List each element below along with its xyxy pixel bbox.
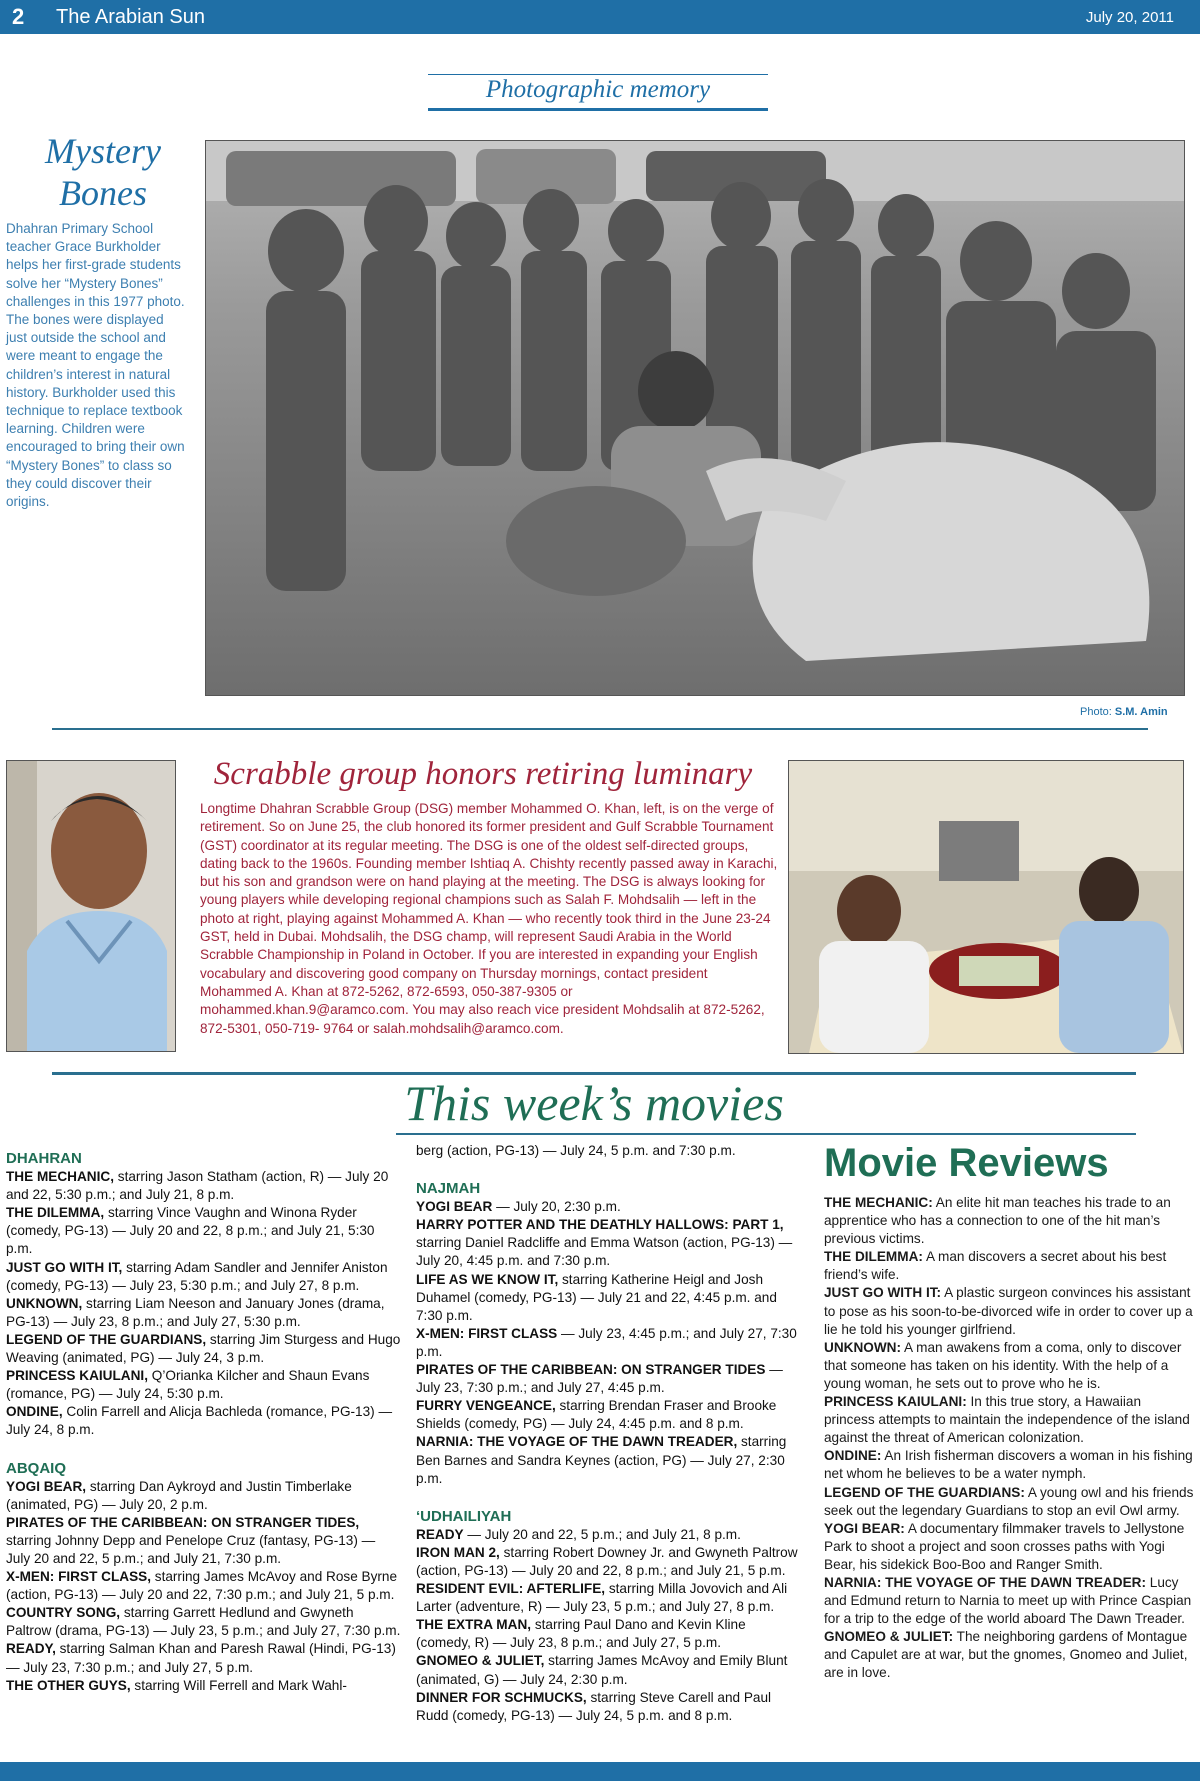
movie-details: starring Vince Vaughn and Winona Ryder (comedy, PG-13) — July 20 and 22, 8 p.m.; and July 21, 5:30 p.m. xyxy=(6,1205,375,1257)
location-heading: ABQAIQ xyxy=(6,1459,66,1477)
mystery-bones-photo xyxy=(205,140,1185,696)
movie-details: starring Will Ferrell and Mark Wahl- xyxy=(130,1677,347,1693)
movie-listing xyxy=(416,1271,804,1325)
movie-details: Q’Orianka Kilcher and Shaun Evans (romance, PG) — July 24, 5:30 p.m. xyxy=(6,1368,370,1402)
review-item xyxy=(824,1628,1194,1682)
mystery-bones-headline xyxy=(8,130,198,214)
movie-listing xyxy=(416,1325,804,1361)
scrabble-body: Longtime Dhahran Scrabble Group (DSG) member Mohammed O. Khan, left, is on the verge of retirement. So on June 25, the club honored its former president and Gulf Scrabble Tournament (GST) coordinator at its regular meeting. The DSG is one of the oldest self-directed groups, dating back to the 1960s. Founding member Ishtiaq A. Chishty recently passed away in Karachi, but his son and grandson were on hand playing at the meeting. The DSG is always looking for young players while developing regional champions such as Salah F. Mohdsalih — left in the photo at right, playing against Mohammed A. Khan — who recently took third in the June 23-24 GST, held in Dubai. Mohdsalih, the DSG champ, will represent Saudi Arabia in the World Scrabble Championship in Poland in October. If you are interested in expanding your English vocabulary and discovering good company on Thursday mornings, contact president Mohammed A. Khan at 872-5262, 872-6593, 050-387-9305 or mohammed.khan.9@aramco.com. You may also reach vice president Mohdsalih at 872-5262, 872-5301, 050-719- 9764 or salah.mohdsalih@aramco.com. xyxy=(200,801,778,1036)
review-item xyxy=(824,1484,1194,1520)
movie-listing xyxy=(6,1403,402,1439)
movie-listing xyxy=(416,1616,804,1652)
movie-title: RESIDENT EVIL: AFTERLIFE, xyxy=(416,1581,606,1597)
mystery-bones-caption: Dhahran Primary School teacher Grace Burkholder helps her first-grade students solve her “Mystery Bones” challenges in this 1977 photo. The bones were displayed just outside the school and were meant to engage the children’s interest in natural history. Burkholder used this technique to replace textbook learning. Children were encouraged to bring their own “Mystery Bones” to class so they could discover their origins. xyxy=(6,221,185,510)
movie-details: starring Katherine Heigl and Josh Duhamel (comedy, PG-13) — July 21 and 22, 4:45 p.m. and 7:30 p.m. xyxy=(416,1271,777,1323)
movie-details: starring Robert Downey Jr. and Gwyneth Paltrow (action, PG-13) — July 20 and 22, 8 p.m.; and July 21, 5 p.m. xyxy=(416,1544,798,1578)
issue-date: July 20, 2011 xyxy=(1085,9,1174,26)
movie-details: — July 23, 4:45 p.m.; and July 27, 7:30 p.m. xyxy=(416,1325,797,1359)
review-item xyxy=(824,1393,1194,1447)
section-rule xyxy=(428,74,768,75)
review-title: GNOMEO & JULIET: xyxy=(824,1629,954,1645)
movie-listing xyxy=(416,1216,804,1270)
movie-title: IRON MAN 2, xyxy=(416,1544,500,1560)
movie-details: Colin Farrell and Alicja Bachleda (romance, PG-13) — July 24, 8 p.m. xyxy=(6,1404,393,1438)
movie-listing xyxy=(416,1361,804,1397)
location-heading: NAJMAH xyxy=(416,1180,481,1198)
movie-listing xyxy=(416,1198,804,1216)
headline-line: Bones xyxy=(59,173,147,213)
movie-listing xyxy=(6,1331,402,1367)
review-title: THE DILEMMA: xyxy=(824,1249,923,1265)
photo-credit-label: Photo: xyxy=(1080,706,1112,718)
photo-credit-name: S.M. Amin xyxy=(1114,706,1168,718)
movie-title: ONDINE, xyxy=(6,1404,63,1420)
headline-line: Mystery xyxy=(45,131,161,171)
review-item xyxy=(824,1520,1194,1574)
movie-listing xyxy=(6,1204,402,1258)
section-rule xyxy=(428,108,768,111)
location-heading: DHAHRAN xyxy=(6,1150,82,1167)
page-header xyxy=(0,0,1200,34)
review-text: An elite hit man teaches his trade to an apprentice who has a connection to one of the hit man’s previous victims. xyxy=(824,1195,1171,1247)
movie-title: THE EXTRA MAN, xyxy=(416,1617,532,1633)
movie-title: DINNER FOR SCHMUCKS, xyxy=(416,1689,587,1705)
movie-details: starring Salman Khan and Paresh Rawal (Hindi, PG-13) — July 23, 7:30 p.m.; and July 27, 5 p.m. xyxy=(6,1641,396,1675)
movie-listing xyxy=(416,1689,804,1725)
movie-details: starring James McAvoy and Emily Blunt (animated, G) — July 24, 2:30 p.m. xyxy=(416,1653,788,1687)
movie-reviews-title: Movie Reviews xyxy=(824,1141,1109,1185)
review-text: A man discovers a secret about his best friend’s wife. xyxy=(824,1249,1167,1283)
movie-details: starring Johnny Depp and Penelope Cruz (fantasy, PG-13) — July 20 and 22, 5 p.m.; and July 21, 7:30 p.m. xyxy=(6,1532,376,1566)
movie-details: — July 20 and 22, 5 p.m.; and July 21, 8 p.m. xyxy=(463,1526,741,1542)
movie-details: starring Dan Aykroyd and Justin Timberlake (animated, PG) — July 20, 2 p.m. xyxy=(6,1478,352,1512)
review-title: ONDINE: xyxy=(824,1448,882,1464)
movie-details: starring Garrett Hedlund and Gwyneth Paltrow (drama, PG-13) — July 23, 5 p.m.; and July 27, 7:30 p.m. xyxy=(6,1605,401,1639)
review-item xyxy=(824,1447,1194,1483)
movie-details: — July 20, 2:30 p.m. xyxy=(492,1199,621,1215)
movie-listing xyxy=(416,1142,804,1160)
review-title: NARNIA: THE VOYAGE OF THE DAWN TREADER: xyxy=(824,1574,1146,1590)
movie-listing xyxy=(6,1478,402,1514)
photo-placeholder xyxy=(7,761,175,1051)
movies-section-title: This week’s movies xyxy=(404,1075,784,1131)
movie-title: COUNTRY SONG, xyxy=(6,1605,121,1621)
movie-title: PIRATES OF THE CARIBBEAN: ON STRANGER TIDES, xyxy=(6,1514,360,1530)
movie-title: NARNIA: THE VOYAGE OF THE DAWN TREADER, xyxy=(416,1434,738,1450)
movie-listing xyxy=(6,1568,402,1604)
movie-title: THE DILEMMA, xyxy=(6,1205,105,1221)
movie-title: HARRY POTTER AND THE DEATHLY HALLOWS: PART 1, xyxy=(416,1217,784,1233)
movies-column-1 xyxy=(6,1146,402,1695)
movie-details: — July 23, 7:30 p.m.; and July 27, 4:45 p.m. xyxy=(416,1362,783,1396)
portrait-photo xyxy=(6,760,176,1052)
review-text: A plastic surgeon convinces his assistant to pose as his soon-to-be-divorced wife in order to cover up a lie he told his younger girlfriend. xyxy=(824,1285,1193,1337)
movie-listing xyxy=(6,1514,402,1568)
movies-column-2 xyxy=(416,1142,804,1725)
publication-name: The Arabian Sun xyxy=(56,6,205,28)
review-item xyxy=(824,1194,1194,1248)
movie-details: starring James McAvoy and Rose Byrne (action, PG-13) — July 20 and 22, 7:30 p.m.; and July 21, 5 p.m. xyxy=(6,1569,398,1603)
movie-details: starring Liam Neeson and January Jones (drama, PG-13) — July 23, 8 p.m.; and July 27, 5:30 p.m. xyxy=(6,1295,385,1329)
movie-title: GNOMEO & JULIET, xyxy=(416,1653,545,1669)
movie-listing xyxy=(6,1168,402,1204)
movie-title: JUST GO WITH IT, xyxy=(6,1259,123,1275)
review-item xyxy=(824,1339,1194,1393)
review-text: A young owl and his friends seek out the legendary Guardians to stop an evil Owl army. xyxy=(824,1484,1194,1518)
review-title: PRINCESS KAIULANI: xyxy=(824,1394,967,1410)
movie-listing xyxy=(416,1652,804,1688)
review-title: YOGI BEAR: xyxy=(824,1520,905,1536)
review-text: A man awakens from a coma, only to discover that someone has taken on his identity. With the help of a young woman, he sets out to prove who he is. xyxy=(824,1339,1182,1391)
section-divider xyxy=(52,728,1148,730)
movie-title: LIFE AS WE KNOW IT, xyxy=(416,1271,559,1287)
review-text: A documentary filmmaker travels to Jellystone Park to shoot a project and soon crosses paths with Yogi Bear, his sidekick Boo-Boo and Ranger Smith. xyxy=(824,1520,1185,1572)
review-title: LEGEND OF THE GUARDIANS: xyxy=(824,1484,1025,1500)
movie-title: LEGEND OF THE GUARDIANS, xyxy=(6,1331,207,1347)
movie-details: starring Steve Carell and Paul Rudd (comedy, PG-13) — July 24, 5 p.m. and 8 p.m. xyxy=(416,1689,772,1723)
review-item xyxy=(824,1248,1194,1284)
movie-title: READY xyxy=(416,1526,464,1542)
review-title: THE MECHANIC: xyxy=(824,1195,933,1210)
movie-listing xyxy=(6,1259,402,1295)
movie-listing xyxy=(6,1604,402,1640)
movie-details: starring Brendan Fraser and Brooke Shields (comedy, PG) — July 24, 4:45 p.m. and 8 p.m. xyxy=(416,1398,777,1432)
movie-listing xyxy=(416,1544,804,1580)
movie-title: UNKNOWN, xyxy=(6,1295,83,1311)
movie-details: starring Jim Sturgess and Hugo Weaving (animated, PG) — July 24, 3 p.m. xyxy=(6,1331,401,1366)
section-rule xyxy=(396,1133,1136,1135)
review-item xyxy=(824,1284,1194,1338)
movie-title: READY, xyxy=(6,1641,56,1657)
page-number: 2 xyxy=(12,4,25,29)
movie-details: starring Paul Dano and Kevin Kline (comedy, R) — July 23, 8 p.m.; and July 27, 5 p.m. xyxy=(416,1617,746,1651)
photo-credit xyxy=(1080,706,1168,718)
movie-reviews xyxy=(824,1140,1194,1683)
movie-listing xyxy=(416,1580,804,1616)
review-title: UNKNOWN: xyxy=(824,1339,902,1355)
movie-details: starring Daniel Radcliffe and Emma Watson (action, PG-13) — July 20, 4:45 p.m. and 7:30 p.m. xyxy=(416,1235,793,1269)
photo-placeholder xyxy=(789,761,1183,1053)
movie-details: starring Jason Statham (action, R) — July 20 and 22, 5:30 p.m.; and July 21, 8 p.m. xyxy=(6,1169,389,1203)
movie-details: berg (action, PG-13) — July 24, 5 p.m. and 7:30 p.m. xyxy=(416,1143,736,1158)
movie-title: X-MEN: FIRST CLASS, xyxy=(6,1569,151,1585)
photo-placeholder xyxy=(206,141,1184,695)
movie-title: THE MECHANIC, xyxy=(6,1169,114,1185)
movie-details: starring Milla Jovovich and Ali Larter (adventure, R) — July 23, 5 p.m.; and July 27, 8 p.m. xyxy=(416,1581,788,1615)
movie-title: X-MEN: FIRST CLASS xyxy=(416,1325,558,1341)
movie-title: PIRATES OF THE CARIBBEAN: ON STRANGER TIDES xyxy=(416,1362,766,1378)
movie-reviews-list xyxy=(824,1194,1194,1683)
review-text: An Irish fisherman discovers a woman in his fishing net whom he believes to be a water nymph. xyxy=(824,1448,1193,1482)
movie-listing xyxy=(416,1397,804,1433)
movie-details: starring Adam Sandler and Jennifer Aniston (comedy, PG-13) — July 23, 5:30 p.m.; and July 27, 8 p.m. xyxy=(6,1259,388,1293)
movie-listing xyxy=(6,1640,402,1676)
movie-listing xyxy=(6,1677,402,1695)
location-heading: ‘UDHAILIYAH xyxy=(416,1507,512,1525)
movie-listing xyxy=(6,1295,402,1331)
movie-title: FURRY VENGEANCE, xyxy=(416,1398,556,1414)
movie-title: YOGI BEAR xyxy=(416,1199,493,1215)
movie-details: starring Ben Barnes and Sandra Keynes (action, PG) — July 27, 2:30 p.m. xyxy=(416,1434,787,1486)
scrabble-headline: Scrabble group honors retiring luminary xyxy=(213,756,753,792)
movie-listing xyxy=(416,1433,804,1487)
scrabble-game-photo xyxy=(788,760,1184,1054)
movie-title: YOGI BEAR, xyxy=(6,1478,87,1494)
review-text: Lucy and Edmund return to Narnia to meet up with Prince Caspian for a trip to the edge of the world aboard The Dawn Treader. xyxy=(824,1574,1192,1627)
movie-title: THE OTHER GUYS, xyxy=(6,1677,131,1693)
review-text: In this true story, a Hawaiian princess attempts to maintain the independence of the island against the threat of American colonization. xyxy=(824,1394,1190,1446)
review-title: JUST GO WITH IT: xyxy=(824,1285,942,1301)
movie-listing xyxy=(6,1367,402,1403)
page-footer-bar xyxy=(0,1762,1200,1781)
review-item xyxy=(824,1574,1194,1628)
review-text: The neighboring gardens of Montague and Capulet are at war, but the gnomes, Gnomeo and Juliet, are in love. xyxy=(824,1629,1188,1681)
section-title-photographic-memory: Photographic memory xyxy=(485,76,711,103)
movie-listing xyxy=(416,1526,804,1544)
movie-title: PRINCESS KAIULANI, xyxy=(6,1368,148,1384)
